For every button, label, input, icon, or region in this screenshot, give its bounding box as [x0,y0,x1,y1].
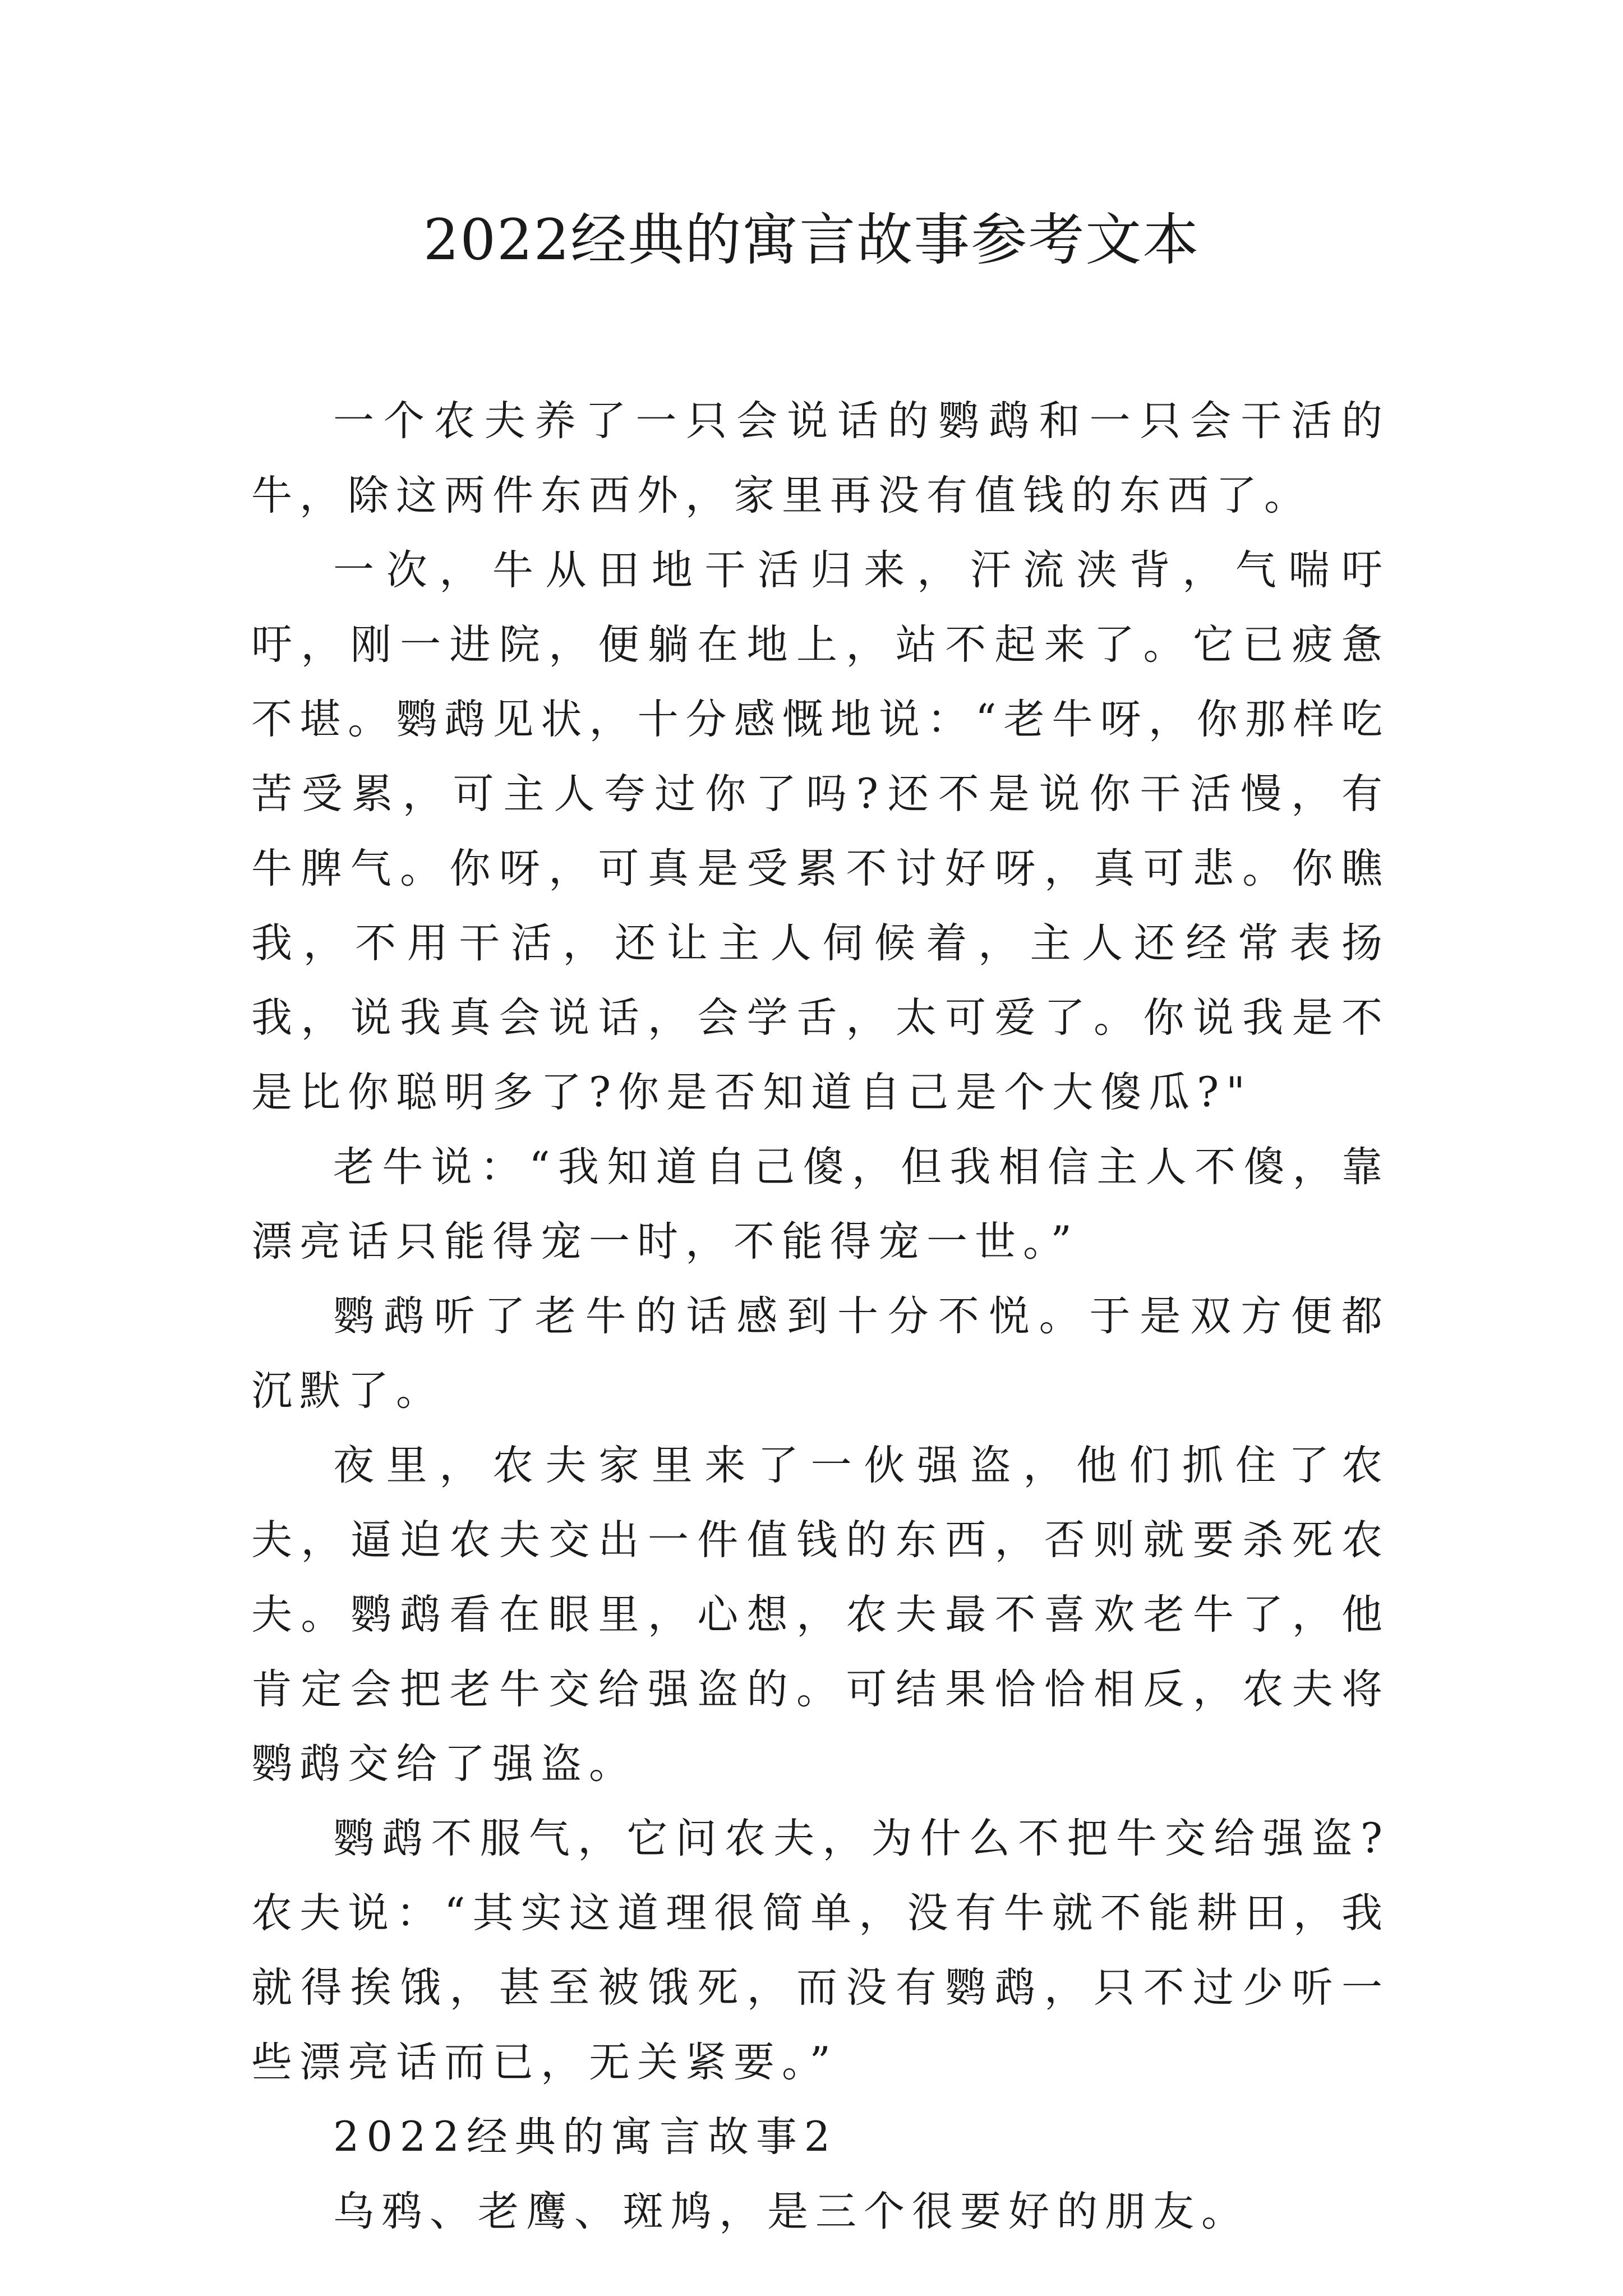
paragraph: 乌鸦、老鹰、斑鸠，是三个很要好的朋友。 [333,2188,1249,2235]
paragraph: 夜里，农夫家里来了一伙强盗，他们抓住了农夫，逼迫农夫交出一件值钱的东西，否则就要杀死农夫。鹦鹉看在眼里，心想，农夫最不喜欢老牛了，他肯定会把老牛交给强盗的。可结果恰恰相反，农夫将鹦鹉交给了强盗。 [251,1442,1390,1788]
document-body [251,384,1390,2249]
paragraph: 鹦鹉听了老牛的话感到十分不悦。于是双方便都沉默了。 [251,1292,1390,1415]
paragraph: 一次，牛从田地干活归来，汗流浃背，气喘吁吁，刚一进院，便躺在地上，站不起来了。它已疲惫不堪。鹦鹉见状，十分感慨地说：“老牛呀，你那样吃苦受累，可主人夸过你了吗?还不是说你干活慢，有牛脾气。你呀，可真是受累不讨好呀，真可悲。你瞧我，不用干活，还让主人伺候着，主人还经常表扬我，说我真会说话，会学舌，太可爱了。你说我是不是比你聪明多了?你是否知道自己是个大傻瓜?" [251,546,1390,1116]
document-title: 2022经典的寓言故事参考文本 [423,207,1200,273]
section-heading: 2022经典的寓言故事2 [333,2113,838,2161]
paragraph: 鹦鹉不服气，它问农夫，为什么不把牛交给强盗?农夫说：“其实这道理很简单，没有牛就不能耕田，我就得挨饿，甚至被饿死，而没有鹦鹉，只不过少听一些漂亮话而已，无关紧要。” [251,1815,1390,2086]
paragraph: 一个农夫养了一只会说话的鹦鹉和一只会干活的牛，除这两件东西外，家里再没有值钱的东西了。 [251,397,1390,519]
paragraph: 老牛说：“我知道自己傻，但我相信主人不傻，靠漂亮话只能得宠一时，不能得宠一世。” [251,1143,1390,1266]
